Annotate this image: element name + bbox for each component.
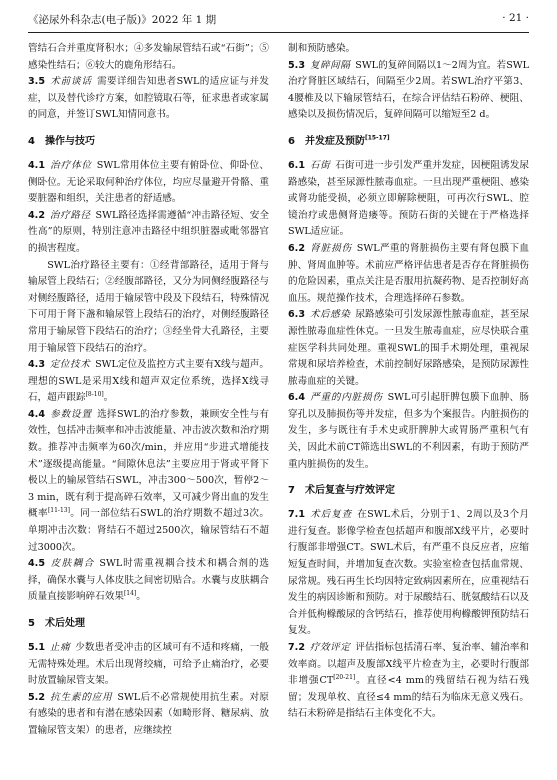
right-column — [288, 41, 529, 776]
section-heading — [288, 482, 529, 500]
subsection-title: 治疗体位 — [49, 159, 92, 171]
section-heading — [28, 615, 269, 633]
subsection-number: 3.5 — [28, 76, 45, 88]
paragraph-text-tail: 。 — [136, 591, 146, 603]
left-column — [28, 41, 269, 776]
citation: [20-21] — [333, 674, 356, 681]
paragraph-text: SWL定位及监控方式主要有X线与超声。理想的SWL是采用X线和超声双定位系统，选择X线寻石，超声跟踪 — [28, 359, 269, 404]
subsection-paragraph — [288, 507, 529, 640]
subsection-number: 7.1 — [288, 509, 305, 521]
paragraph-text: 石街可进一步引发严重并发症，因梗阻诱发尿路感染，甚至尿源性脓毒血症。一旦出现严重梗阻、感染或肾功能受损，必须立即解除梗阻，可再次行SWL、腔镜治疗或患侧肾造瘘等。预防石街的关键在于严格选择SWL适应证。 — [288, 159, 529, 238]
paragraph-text: SWL严重的肾脏损伤主要有肾包膜下血肿、肾周血肿等。术前应严格评估患者是否存在肾脏损伤的危险因素，重点关注是否服用抗凝药物、是否控制好高血压。规范操作技术，合理选择碎石参数。 — [288, 242, 529, 304]
subsection-title: 石街 — [309, 159, 331, 171]
paragraph-text: SWL常用体位主要有俯卧位、仰卧位、侧卧位。无论采取何种治疗体位，均应尽量避开骨骼、重要脏器和组织，关注患者的舒适感。 — [28, 159, 269, 205]
subsection-paragraph — [28, 357, 269, 407]
subsection-paragraph — [28, 74, 269, 124]
citation: [15-17] — [364, 134, 390, 142]
section-heading-text: 7 术后复查与疗效评定 — [288, 485, 395, 497]
paragraph-text: SWL的复碎间隔以1～2周为宜。若SWL治疗肾脏区域结石，间隔至少2周。若SWL治疗平第3、4腰椎及以下输尿管结石，在综合评估结石粉碎、梗阻、感染以及损伤情况后，复碎间隔可以缩短至2 d。 — [288, 59, 529, 121]
paragraph-text: 管结石合并重度肾积水；④多发输尿管结石或“石街”；⑤感染性结石；⑥较大的鹿角形结石。 — [28, 43, 269, 71]
subsection-title: 肾脏损伤 — [309, 242, 352, 254]
subsection-paragraph — [28, 407, 269, 556]
paragraph-text-tail: 。直径<4 mm的残留结石视为结石残留；发现单枚、直径≤4 mm的结石为临床无意义残石。结石未粉碎是指结石主体变化不大。 — [288, 675, 529, 720]
page-number: · 21 · — [502, 12, 529, 24]
body-paragraph — [288, 41, 529, 58]
body-paragraph — [28, 41, 269, 74]
page-header — [28, 12, 529, 28]
subsection-paragraph — [288, 241, 529, 307]
subsection-title: 抗生素的应用 — [49, 691, 113, 703]
subsection-paragraph — [288, 307, 529, 390]
subsection-title: 严重的内脏损伤 — [309, 392, 383, 404]
paragraph-text-tail: 。同一部位结石SWL的治疗期数不超过3次。单期冲击次数：肾结石不超过2500次，输尿管结石不超过3000次。 — [28, 508, 269, 553]
subsection-number: 5.1 — [28, 642, 45, 653]
subsection-paragraph — [288, 58, 529, 124]
section-heading — [288, 133, 529, 151]
paragraph-text: 选择SWL的治疗参数，兼顾安全性与有效性，包括冲击频率和冲击波能量、冲击波次数和治疗期数。推荐冲击频率为60次/min，并应用“步进式增能技术”逐级提高能量。“间隙休息法”主要应用于肾或平肾下极以上的输尿管结石SWL，冲击300～500次，暂停2～3 min，既有利于提高碎石效率，又可减少肾出血的发生概率 — [28, 408, 269, 520]
subsection-title: 定位技术 — [49, 359, 91, 371]
subsection-paragraph — [28, 640, 269, 690]
subsection-number: 4.4 — [28, 408, 45, 420]
section-heading-text: 4 操作与技巧 — [28, 135, 95, 147]
subsection-title: 术前谈话 — [49, 76, 92, 88]
section-heading-text: 5 术后处理 — [28, 618, 85, 629]
paragraph-text-tail: 。 — [103, 392, 114, 404]
paragraph-text: SWL治疗路径主要有：①经背部路径，适用于肾与输尿管上段结石；②经腹部路径，又分为同侧经腹路径与对侧经腹路径，适用于输尿管中段及下段结石，特殊情况下可用于肾下盏和输尿管上段结石的治疗，对侧经腹路径常用于输尿管下段结石的治疗；③经坐骨大孔路径，主要用于输尿管下段结石的治疗。 — [28, 259, 269, 354]
subsection-title: 皮肤耦合 — [49, 558, 95, 570]
subsection-title: 术后复查 — [309, 509, 353, 521]
subsection-number: 5.3 — [288, 59, 305, 71]
citation: [11-13] — [47, 507, 70, 515]
section-heading-text: 6 并发症及预防 — [288, 135, 365, 147]
subsection-title: 治疗路径 — [49, 209, 91, 221]
subsection-number: 5.2 — [28, 691, 45, 703]
body-paragraph — [28, 258, 269, 358]
paragraph-text: 尿路感染可引发尿源性脓毒血症，甚至尿源性脓毒血症性休克。一旦发生脓毒血症，应尽快联合重症医学科共同处理。重视SWL的围手术期处理，重视尿常规和尿培养检查，术前控制好尿路感染，是预防尿源性脓毒血症的关键。 — [288, 309, 529, 387]
paragraph-text: 在SWL术后，分别于1、2周以及3个月进行复查。影像学检查包括超声和腹部X线平片，必要时行腹部非增强CT。SWL术后，有严重不良反应者，应缩短复查时间，并增加复查次数。实验室检查包括血常规、尿常规。残石再生长均因特定致病因素所在，应重视结石发生的病因诊断和预防。对于尿酸结石、胱氨酸结石以及合并低枸橼酸尿的含钙结石，推荐使用枸橼酸钾预防结石复发。 — [288, 509, 529, 637]
subsection-number: 4.3 — [28, 359, 45, 371]
paragraph-text: SWL路径选择需遵循“冲击路径短、安全性高”的原则，特别注意冲击路径中组织脏器或毗邻器官的损害程度。 — [28, 209, 269, 254]
subsection-number: 6.2 — [288, 242, 305, 254]
subsection-number: 6.1 — [288, 159, 305, 171]
subsection-paragraph — [28, 158, 269, 208]
paragraph-text: 少数患者受冲击的区域可有不适和疼痛，一般无需特殊处理。术后出现肾绞痛，可给予止痛治疗，必要时放置输尿管支架。 — [28, 642, 269, 687]
journal-title: 《泌尿外科杂志(电子版)》2022 年 1 期 — [28, 14, 217, 26]
subsection-number: 4.1 — [28, 159, 45, 171]
paragraph-text: 需要详细告知患者SWL的适应证与并发症，以及替代诊疗方案，如腔镜取石等，征求患者或家属的同意，并签订SWL知情同意书。 — [28, 76, 269, 121]
section-heading — [28, 133, 269, 151]
citation: [14] — [123, 590, 137, 598]
subsection-number: 6.3 — [288, 309, 305, 321]
header-rule — [28, 32, 529, 33]
paragraph-text: SWL时需重视耦合技术和耦合剂的选择，确保水囊与人体皮肤之间密切贴合。水囊与皮肤耦合质量直接影响碎石效果 — [28, 558, 269, 603]
subsection-paragraph — [288, 390, 529, 473]
paragraph-text: SWL可引起肝脾包膜下血肿、肠穿孔以及肺损伤等并发症，但多为个案报告。内脏损伤的发生，多与既往有手术史或肝脾肿大或胃肠严重积气有关，因此术前CT筛选出SWL的不利因素，有助于预防严重内脏损伤的发生。 — [288, 392, 529, 470]
subsection-paragraph — [288, 158, 529, 241]
subsection-title: 复碎间隔 — [309, 59, 351, 71]
subsection-number: 7.2 — [288, 642, 305, 653]
subsection-paragraph — [28, 556, 269, 606]
paragraph-text: 制和预防感染。 — [288, 43, 356, 54]
subsection-title: 参数设置 — [49, 408, 92, 420]
subsection-title: 术后感染 — [309, 309, 351, 321]
subsection-title: 止痛 — [49, 642, 71, 653]
citation: [8-10] — [85, 391, 104, 399]
subsection-number: 6.4 — [288, 392, 305, 404]
subsection-paragraph — [28, 208, 269, 258]
subsection-paragraph — [28, 690, 269, 740]
subsection-title: 疗效评定 — [309, 642, 351, 653]
subsection-number: 4.5 — [28, 558, 45, 570]
subsection-paragraph — [288, 640, 529, 723]
paragraph-text: SWL后不必常规使用抗生素。对原有感染的患者和有潜在感染因素（如畸形肾、糖尿病、放置输尿管支架）的患者，应继续控 — [28, 691, 269, 736]
subsection-number: 4.2 — [28, 209, 45, 221]
paragraph-text: 评估指标包括清石率、复治率、辅治率和效率商。以超声及腹部X线平片检查为主，必要时行腹部非增强CT — [288, 642, 529, 687]
